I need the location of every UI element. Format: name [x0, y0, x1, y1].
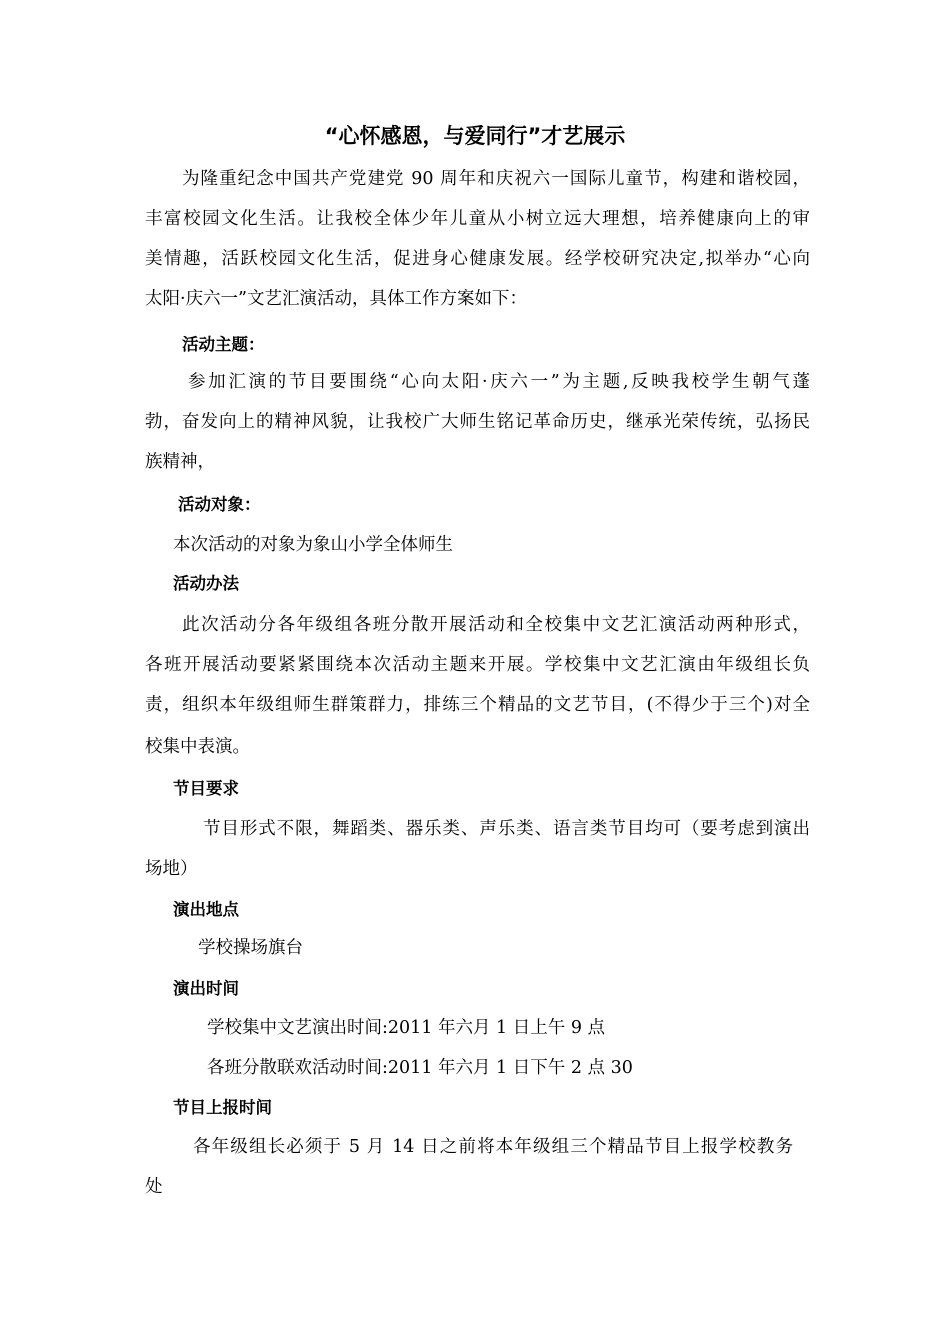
intro-line-2: 丰富校园文化生活。让我校全体少年儿童从小树立远大理想，培养健康向上的审 [145, 209, 810, 229]
section-heading: 节目上报时间 [173, 1098, 272, 1117]
section-line: 处 [145, 1177, 163, 1197]
section-heading: 活动办法 [173, 574, 239, 593]
section-line: 参加汇演的节目要围绕“心向太阳·庆六一”为主题,反映我校学生朝气蓬 [188, 372, 810, 392]
section-heading: 演出地点 [173, 900, 239, 919]
intro-line-1: 为隆重纪念中国共产党建党 90 周年和庆祝六一国际儿童节，构建和谐校园， [182, 169, 810, 189]
section-line: 族精神， [145, 452, 215, 472]
section-heading: 活动对象： [178, 495, 261, 514]
document-title: “心怀感恩，与爱同行”才艺展示 [324, 124, 626, 148]
section-line: 学校集中文艺演出时间:2011 年六月 1 日上午 9 点 [207, 1018, 606, 1038]
section-line: 各班开展活动要紧紧围绕本次活动主题来开展。学校集中文艺汇演由年级组长负 [145, 655, 810, 675]
section-line: 本次活动的对象为象山小学全体师生 [173, 535, 453, 555]
section-line: 场地） [145, 859, 198, 879]
section-line: 节目形式不限，舞蹈类、器乐类、声乐类、语言类节目均可（要考虑到演出 [203, 819, 810, 839]
section-heading: 演出时间 [173, 979, 239, 998]
section-line: 责，组织本年级组师生群策群力，排练三个精品的文艺节目，(不得少于三个)对全 [145, 695, 810, 715]
section-line: 各年级组长必须于 5 月 14 日之前将本年级组三个精品节目上报学校教务 [193, 1137, 793, 1157]
section-line: 学校操场旗台 [198, 938, 303, 958]
section-line: 校集中表演。 [145, 737, 250, 757]
section-heading: 节目要求 [173, 779, 239, 798]
section-line: 各班分散联欢活动时间:2011 年六月 1 日下午 2 点 30 [207, 1058, 633, 1078]
section-line: 此次活动分各年级组各班分散开展活动和全校集中文艺汇演活动两种形式， [182, 615, 810, 635]
section-heading: 活动主题： [182, 335, 265, 354]
section-line: 勃，奋发向上的精神风貌，让我校广大师生铭记革命历史，继承光荣传统，弘扬民 [145, 412, 810, 432]
intro-line-4: 太阳·庆六一”文艺汇演活动，具体工作方案如下： [145, 289, 528, 309]
intro-line-3: 美情趣，活跃校园文化生活，促进身心健康发展。经学校研究决定,拟举办“心向 [145, 249, 810, 269]
